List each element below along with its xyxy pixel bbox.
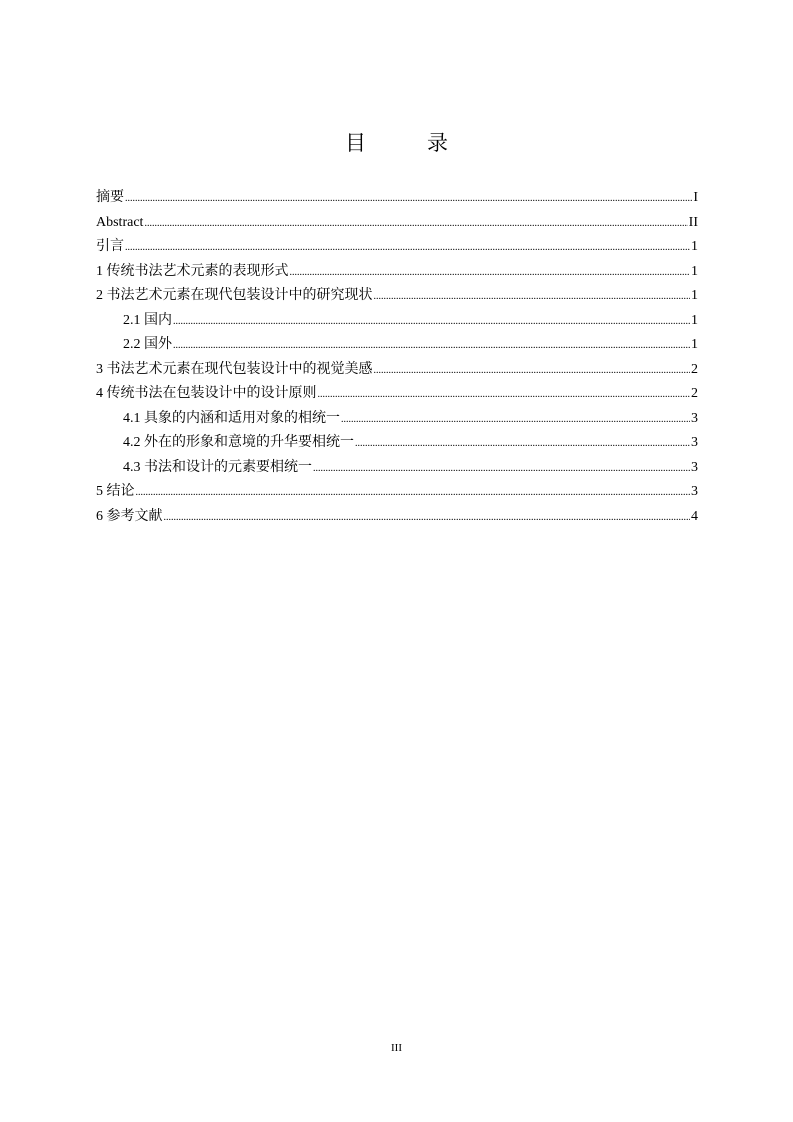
toc-entry-abstract-en[interactable]: [96, 211, 698, 236]
toc-entry-page: 1: [691, 239, 698, 254]
toc-entry-label: 5 结论: [96, 484, 135, 499]
toc-entry-section-2-2[interactable]: [96, 333, 698, 358]
toc-entry-label: Abstract: [96, 214, 144, 230]
toc-leader-dots: [144, 212, 687, 237]
toc-entry-page: 1: [691, 263, 698, 279]
toc-entry-label: 4 传统书法在包装设计中的设计原则: [96, 386, 317, 401]
toc-leader-dots: [313, 457, 690, 482]
toc-entry-label: 1 传统书法艺术元素的表现形式: [96, 263, 289, 279]
toc-entry-chapter-6[interactable]: [96, 505, 698, 530]
toc-entry-chapter-4[interactable]: [96, 382, 698, 407]
toc-entry-page: 3: [691, 435, 698, 450]
toc-entry-chapter-2[interactable]: [96, 284, 698, 309]
toc-list: [96, 186, 698, 529]
toc-leader-dots: [374, 359, 691, 384]
toc-leader-dots: [125, 187, 692, 212]
toc-entry-page: 4: [691, 508, 698, 524]
toc-entry-chapter-5[interactable]: [96, 480, 698, 505]
toc-entry-page: 1: [691, 337, 698, 352]
toc-entry-section-4-3[interactable]: [96, 456, 698, 481]
toc-entry-page: I: [693, 190, 698, 205]
toc-leader-dots: [341, 408, 690, 433]
toc-entry-page: 3: [691, 484, 698, 499]
toc-entry-page: 2: [691, 361, 698, 377]
toc-entry-page: II: [688, 214, 698, 230]
toc-entry-chapter-3[interactable]: [96, 358, 698, 383]
toc-leader-dots: [374, 285, 691, 310]
toc-entry-label: 2.2 国外: [123, 337, 172, 352]
toc-entry-chapter-1[interactable]: [96, 260, 698, 285]
toc-entry-page: 2: [691, 386, 698, 401]
toc-entry-label: 4.3 书法和设计的元素要相统一: [123, 459, 312, 475]
toc-leader-dots: [290, 261, 691, 286]
toc-entry-page: 3: [691, 410, 698, 426]
toc-leader-dots: [125, 236, 690, 261]
toc-entry-section-4-1[interactable]: [96, 407, 698, 432]
toc-leader-dots: [136, 481, 691, 506]
page-number: III: [391, 1042, 402, 1054]
toc-entry-label: 2.1 国内: [123, 312, 172, 328]
toc-entry-label: 6 参考文献: [96, 508, 163, 524]
toc-leader-dots: [164, 506, 691, 531]
toc-title: 目 录: [345, 131, 468, 155]
toc-entry-label: 4.1 具象的内涵和适用对象的相统一: [123, 410, 340, 426]
toc-entry-label: 摘要: [96, 190, 124, 205]
toc-entry-page: 1: [691, 288, 698, 303]
toc-entry-label: 3 书法艺术元素在现代包装设计中的视觉美感: [96, 361, 373, 377]
toc-entry-section-2-1[interactable]: [96, 309, 698, 334]
toc-entry-label: 2 书法艺术元素在现代包装设计中的研究现状: [96, 288, 373, 303]
toc-leader-dots: [173, 334, 690, 359]
toc-entry-page: 1: [691, 312, 698, 328]
toc-entry-section-4-2[interactable]: [96, 431, 698, 456]
toc-leader-dots: [318, 383, 691, 408]
toc-entry-introduction[interactable]: [96, 235, 698, 260]
toc-leader-dots: [173, 310, 690, 335]
toc-entry-label: 引言: [96, 239, 124, 254]
toc-entry-abstract-cn[interactable]: [96, 186, 698, 211]
toc-entry-label: 4.2 外在的形象和意境的升华要相统一: [123, 435, 354, 450]
toc-entry-page: 3: [691, 459, 698, 475]
toc-leader-dots: [355, 432, 690, 457]
